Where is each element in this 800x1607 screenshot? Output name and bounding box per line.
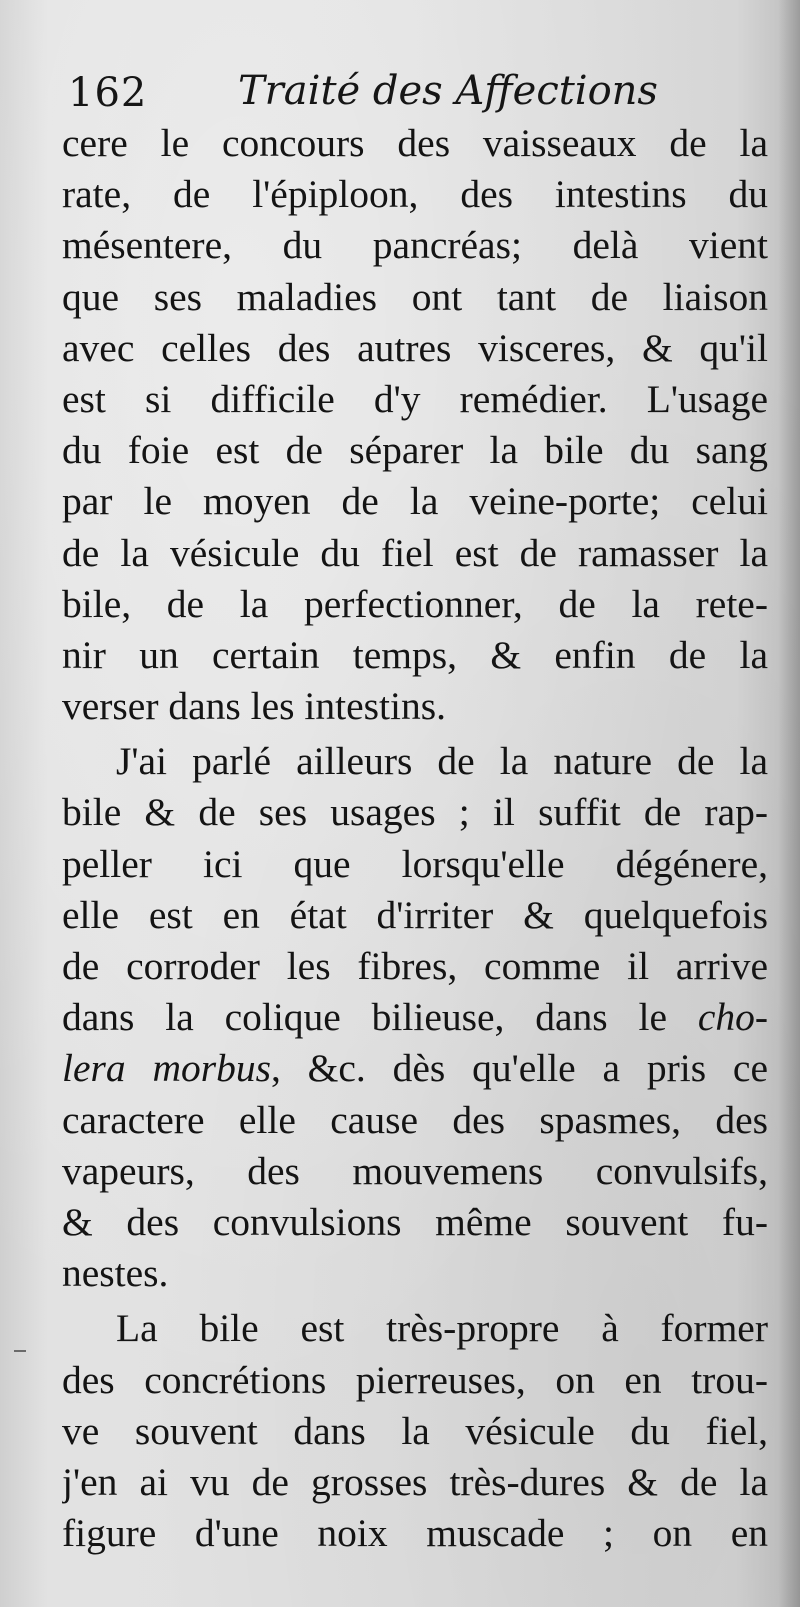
text-line: mésentere, du pancréas; delà vient xyxy=(62,223,768,268)
text-line: rate, de l'épiploon, des intestins du xyxy=(62,172,768,217)
italic-fragment: cho- xyxy=(697,995,768,1040)
italic-fragment: lera morbus xyxy=(62,1046,271,1091)
text-line: elle est en état d'irriter & quelquefois xyxy=(62,892,768,937)
text-line: est si difficile d'y remédier. L'usage xyxy=(62,376,768,421)
body-text xyxy=(62,118,768,1559)
text-line: que ses maladies ont tant de liaison xyxy=(62,274,768,319)
text-fragment: dans la colique bilieuse, dans le xyxy=(62,995,698,1040)
text-line: par le moyen de la veine-porte; celui xyxy=(62,479,768,524)
text-line xyxy=(62,1043,768,1094)
text-line: nir un certain temps, & enfin de la xyxy=(62,632,768,677)
text-line: caractere elle cause des spasmes, des xyxy=(62,1097,768,1142)
text-line: bile & de ses usages ; il suffit de rap- xyxy=(62,790,768,835)
paragraph-2 xyxy=(62,736,768,1299)
text-line: ve souvent dans la vésicule du fiel, xyxy=(62,1408,768,1453)
text-line: bile, de la perfectionner, de la rete- xyxy=(62,581,768,626)
paragraph-3 xyxy=(62,1303,768,1559)
text-line: figure d'une noix muscade ; on en xyxy=(62,1511,768,1556)
text-line: J'ai parlé ailleurs de la nature de la xyxy=(116,739,768,784)
running-title: Traité des Affections xyxy=(238,68,658,114)
running-head xyxy=(68,62,768,122)
text-line xyxy=(62,992,768,1043)
text-line: nestes. xyxy=(62,1251,169,1296)
page-edge-shadow xyxy=(778,0,800,1607)
text-line: j'en ai vu de grosses très-dures & de la xyxy=(62,1459,768,1504)
text-line: de corroder les fibres, comme il arrive xyxy=(62,944,768,988)
text-line: verser dans les intestins. xyxy=(62,684,446,729)
text-line: & des convulsions même souvent fu- xyxy=(62,1199,768,1244)
text-line: vapeurs, des mouvemens convulsifs, xyxy=(62,1148,768,1193)
text-fragment: , &c. dès qu'elle a pris ce xyxy=(270,1046,768,1091)
margin-mark xyxy=(14,1350,26,1352)
text-line: peller ici que lorsqu'elle dégénere, xyxy=(62,841,768,886)
text-line: La bile est très-propre à former xyxy=(116,1306,768,1351)
text-line: de la vésicule du fiel est de ramasser la xyxy=(62,530,768,575)
text-line: cere le concours des vaisseaux de la xyxy=(62,121,768,165)
text-line: du foie est de séparer la bile du sang xyxy=(62,428,768,473)
text-line: avec celles des autres visceres, & qu'il xyxy=(62,325,768,370)
text-line: des concrétions pierreuses, on en trou- xyxy=(62,1357,768,1402)
page-number: 162 xyxy=(68,70,148,116)
paragraph-1 xyxy=(62,118,768,732)
